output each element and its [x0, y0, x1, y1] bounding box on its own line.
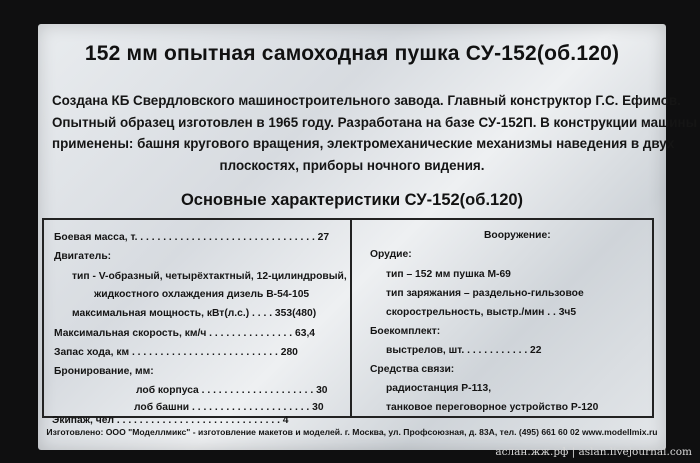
intro-line: плоскостях, приборы ночного видения.: [219, 157, 485, 173]
spec-intercom: танковое переговорное устройство Р-120: [386, 402, 599, 413]
manufacturer-footer: Изготовлено: ООО "Моделлмикс" - изготовление макетов и моделей. г. Москва, ул. Профсоюзная, д. 83А, тел. (495) 661 60 02 www.modellmix.ru: [46, 427, 658, 437]
spec-hull-front: лоб корпуса . . . . . . . . . . . . . . . . . . . . 30: [136, 385, 328, 396]
spec-engine-cooling: жидкостного охлаждения дизель В-54-105: [94, 289, 310, 300]
intro-line: Создана КБ Свердловского машиностроительного завода. Главный конструктор Г.С. Ефимов.: [52, 93, 681, 108]
intro-line: Опытный образец изготовлен в 1965 году. Разработана на базе СУ-152П. В конструкции машины: [52, 114, 698, 130]
spec-ammo-heading: Боекомплект:: [370, 326, 441, 337]
plate-title: 152 мм опытная самоходная пушка СУ-152(об.120): [84, 42, 620, 65]
spec-radio: радиостанция Р-113,: [386, 383, 492, 394]
spec-loading-type: тип заряжания – раздельно-гильзовое: [386, 288, 584, 299]
spec-armor-heading: Бронирование, мм:: [54, 366, 154, 377]
spec-engine-heading: Двигатель:: [54, 251, 112, 262]
specs-heading: Основные характеристики СУ-152(об.120): [180, 191, 524, 209]
spec-rate-of-fire: скорострельность, выстр./мин . . 3ч5: [386, 307, 577, 318]
spec-engine-power: максимальная мощность, кВт(л.с.) . . . . 353(480): [72, 308, 317, 319]
spec-engine-type: тип - V-образный, четырёхтактный, 12-цилиндровый,: [72, 271, 347, 282]
intro-line: применены: башня кругового вращения, электромеханические механизмы наведения в двух: [52, 136, 675, 151]
specs-left-tail: [52, 218, 352, 418]
info-plate: [38, 24, 698, 450]
spec-turret-front: лоб башни . . . . . . . . . . . . . . . . . . . . . 30: [134, 402, 324, 413]
watermark: аслан.жж.рф | aslan.livejournal.com: [495, 446, 692, 458]
intro-text: [52, 90, 698, 176]
spec-rounds: выстрелов, шт. . . . . . . . . . . . 22: [386, 345, 542, 356]
spec-comms-heading: Средства связи:: [370, 364, 455, 375]
specs-right-column: [364, 218, 648, 418]
spec-max-speed: Максимальная скорость, км/ч . . . . . . . . . . . . . . . 63,4: [54, 328, 316, 339]
spec-armament-heading: Вооружение:: [484, 230, 551, 241]
spec-gun-heading: Орудие:: [370, 249, 412, 260]
spec-combat-weight: Боевая масса, т. . . . . . . . . . . . . . . . . . . . . . . . . . . . . . . . 27: [54, 232, 330, 243]
spec-range: Запас хода, км . . . . . . . . . . . . . . . . . . . . . . . . . . 280: [54, 347, 298, 358]
spec-crew: Экипаж, чел . . . . . . . . . . . . . . . . . . . . . . . . . . . . . 4: [52, 415, 289, 426]
spec-gun-type: тип – 152 мм пушка М-69: [386, 269, 511, 280]
